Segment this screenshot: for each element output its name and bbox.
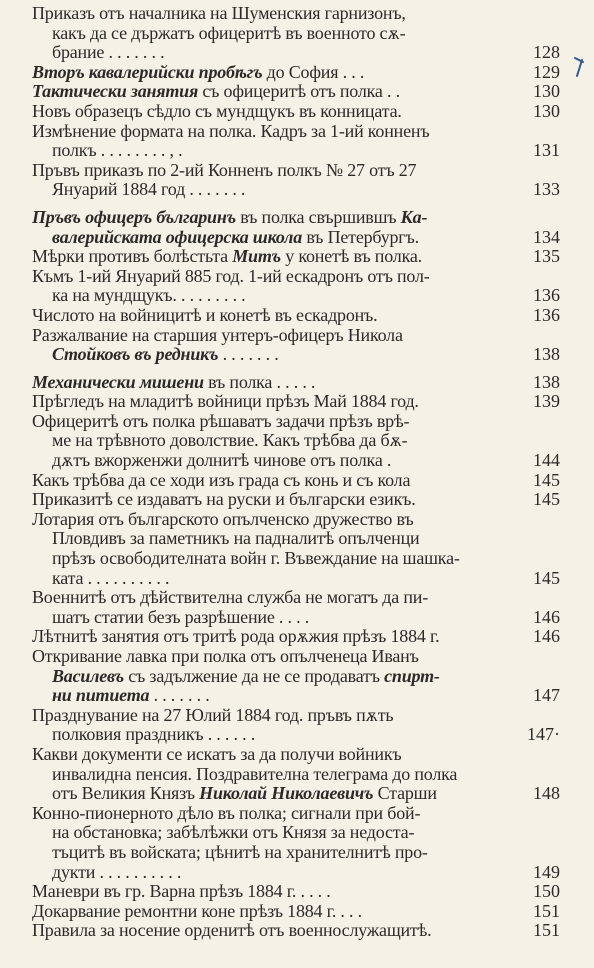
- entry-text: ме на трѣвното доволствие. Какъ трѣбва да бѫ-: [52, 431, 408, 451]
- page-number: 130: [533, 100, 560, 121]
- toc-entry: [32, 161, 560, 200]
- page-number: 146: [533, 626, 560, 647]
- entry-text: брание . . . . . . .: [52, 43, 165, 63]
- entry-text: Мѣрки противъ болѣстьта: [32, 247, 233, 267]
- entry-text: полкъ . . . . . . . . , .: [52, 141, 183, 161]
- entry-line: [32, 82, 502, 102]
- entry-text: Откривание лавка при полка отъ опълченеца Иванъ: [32, 647, 419, 666]
- page-number: 138: [533, 371, 560, 392]
- toc-entry: [32, 63, 560, 83]
- entry-line: [32, 180, 502, 200]
- entry-text: Какъ трѣбва да се ходи изъ града съ конь и съ кола: [32, 470, 411, 490]
- entry-text: ката . . . . . . . . . .: [52, 568, 170, 588]
- entry-text: на обстановка; забѣлѣжки отъ Князя за недоста-: [52, 823, 415, 843]
- entry-line: [32, 569, 502, 589]
- emphasized-text: Пръвъ офицеръ българинъ: [32, 207, 236, 227]
- toc-entry: [32, 706, 560, 745]
- page-number: 131: [533, 140, 560, 161]
- page-number: 135: [533, 246, 560, 267]
- entry-text: шатъ статии безъ разрѣшение . . . .: [52, 607, 310, 627]
- emphasized-text: спирт-: [384, 666, 440, 686]
- page-number: 129: [533, 61, 560, 82]
- toc-entry: [32, 4, 560, 63]
- entry-text: Измѣнение формата на полка. Кадръ за 1-ий конненъ: [32, 121, 430, 141]
- entry-text: до София . . .: [262, 62, 365, 82]
- entry-line: [32, 863, 502, 883]
- page-number: 149: [533, 861, 560, 882]
- toc-entry: [32, 627, 560, 647]
- entry-text: тъцитѣ въ войската; цѣнитѣ на хранителнитѣ про-: [52, 842, 428, 862]
- entry-text: Къмъ 1-ий Януарий 885 год. 1-ий ескадронъ отъ пол-: [32, 266, 430, 286]
- emphasized-text: Николай Николаевичъ: [199, 784, 374, 804]
- page-number: 151: [533, 920, 560, 941]
- entry-text: Приказъ отъ началника на Шуменския гарнизонъ,: [32, 4, 406, 23]
- entry-text: Приказитѣ се издаватъ на руски и български езикъ.: [32, 490, 416, 510]
- entry-text: Какви документи се искатъ за да получи войникъ: [32, 744, 402, 764]
- entry-line: [32, 228, 502, 248]
- emphasized-text: ни питиета: [52, 686, 150, 706]
- entry-line: [32, 490, 502, 510]
- entry-text: Докарвание ремонтни коне прѣзъ 1884 г. . . .: [32, 901, 362, 921]
- entry-line: [32, 804, 502, 824]
- entry-line: [32, 267, 502, 287]
- emphasized-text: Митъ: [232, 247, 281, 267]
- page-number: 138: [533, 344, 560, 365]
- emphasized-text: валерийската офицерска школа: [52, 227, 303, 247]
- toc-entry: [32, 412, 560, 471]
- entry-line: [32, 765, 502, 785]
- entry-text: въ полка свършившъ: [235, 207, 401, 227]
- entry-line: [32, 122, 502, 142]
- entry-text: прѣзъ освободителната войн г. Въвеждание на шашка-: [52, 549, 460, 569]
- entry-text: Прѣгледъ на младитѣ войници прѣзъ Май 1884 год.: [32, 392, 419, 412]
- entry-line: [32, 412, 502, 432]
- page-number: 147: [533, 685, 560, 706]
- entry-text: дукти . . . . . . . . . .: [52, 862, 182, 882]
- ink-mark: [572, 56, 586, 78]
- toc-entry: [32, 247, 560, 267]
- entry-line: [32, 843, 502, 863]
- emphasized-text: Ка-: [400, 207, 428, 227]
- entry-line: [32, 306, 502, 326]
- entry-line: [32, 247, 502, 267]
- entry-line: [32, 161, 502, 181]
- page-number: 147·: [527, 724, 560, 745]
- toc-entry: [32, 510, 560, 588]
- entry-line: [32, 63, 502, 83]
- entry-text: отъ Великия Князъ: [52, 784, 200, 804]
- entry-line: [32, 471, 502, 491]
- entry-text: дѫтъ вжорженжи долнитѣ чинове отъ полка .: [52, 451, 392, 471]
- entry-text: ка на мундщукъ. . . . . . . . .: [52, 286, 246, 306]
- entry-line: [32, 921, 502, 941]
- page-number: 136: [533, 304, 560, 325]
- entry-text: Пръвъ приказъ по 2-ий Конненъ полкъ № 27 отъ 27: [32, 160, 417, 180]
- entry-line: [32, 208, 502, 228]
- toc-entry: [32, 122, 560, 161]
- entry-text: съ офицеритѣ отъ полка . .: [198, 82, 400, 102]
- page-number: 148: [533, 783, 560, 804]
- page-number: 144: [533, 450, 560, 471]
- page-number: 133: [533, 179, 560, 200]
- entry-line: [32, 431, 502, 451]
- entry-line: [32, 588, 502, 608]
- page-number: 145: [533, 469, 560, 490]
- entry-text: Офицеритѣ отъ полка рѣшаватъ задачи прѣзъ врѣ-: [32, 411, 410, 431]
- entry-text: Старши: [373, 784, 437, 804]
- entry-line: [32, 647, 502, 667]
- entry-text: Новъ образецъ сѣдло съ мундщукъ въ конницата.: [32, 101, 402, 121]
- entry-line: [32, 141, 502, 161]
- entry-text: Конно-пионерното дѣло въ полка; сигнали при бой-: [32, 803, 421, 823]
- entry-text: Маневри въ гр. Варна прѣзъ 1884 г. . . . .: [32, 882, 331, 902]
- toc-entry: [32, 921, 560, 941]
- page-number: 136: [533, 285, 560, 306]
- entry-line: [32, 451, 502, 471]
- toc-entry: [32, 647, 560, 706]
- entry-text: какъ да се държатъ офицеритѣ въ военното сѫ-: [52, 23, 406, 43]
- entry-text: полковия праздникъ . . . . . .: [52, 725, 256, 745]
- entry-line: [32, 286, 502, 306]
- entry-text: Разжалвание на старшия унтеръ-офицеръ Никола: [32, 325, 403, 345]
- entry-text: въ Петербургъ.: [302, 227, 419, 247]
- entry-line: [32, 608, 502, 628]
- toc-entry: [32, 208, 560, 247]
- page-number: 139: [533, 391, 560, 412]
- entry-text: Лотария отъ българското опълченско дружество въ: [32, 509, 414, 529]
- toc-entry: [32, 471, 560, 491]
- entry-gap: [32, 365, 560, 373]
- toc-entry: [32, 490, 560, 510]
- entry-gap: [32, 200, 560, 208]
- toc-entry: [32, 102, 560, 122]
- entry-text: Януарий 1884 год . . . . . . .: [52, 180, 246, 200]
- entry-line: [32, 373, 502, 393]
- entry-text: . . . . . . .: [149, 686, 210, 706]
- entry-text: Военнитѣ отъ дѣйствителна служба не могатъ да пи-: [32, 588, 428, 608]
- entry-line: [32, 745, 502, 765]
- entry-text: Лѣтнитѣ занятия отъ тритѣ рода орѫжия прѣзъ 1884 г.: [32, 627, 440, 647]
- entry-line: [32, 706, 502, 726]
- entry-line: [32, 549, 502, 569]
- emphasized-text: Вторъ кавалерийски пробѣгъ: [32, 62, 263, 82]
- page-number: 128: [533, 42, 560, 63]
- toc-entry: [32, 392, 560, 412]
- entry-line: [32, 345, 502, 365]
- entry-text: Пловдивъ за паметникъ на падналитѣ опълченци: [52, 529, 420, 549]
- entry-line: [32, 902, 502, 922]
- toc-entry: [32, 306, 560, 326]
- page-number: 130: [533, 81, 560, 102]
- toc-entry: [32, 326, 560, 365]
- entry-line: [32, 24, 502, 44]
- entry-line: [32, 686, 502, 706]
- entry-text: Празднувание на 27 Юлий 1884 год. пръвъ пѫть: [32, 705, 394, 725]
- page-number: 150: [533, 881, 560, 902]
- entry-text: инвалидна пенсия. Поздравителна телеграма до полка: [52, 764, 458, 784]
- toc-entry: [32, 882, 560, 902]
- emphasized-text: Стойковъ въ редникъ: [52, 345, 219, 365]
- page-number: 151: [533, 900, 560, 921]
- toc-entry: [32, 588, 560, 627]
- entry-text: Правила за носение орденитѣ отъ военнослужащитѣ.: [32, 921, 432, 941]
- entry-line: [32, 627, 502, 647]
- entry-text: Числото на войницитѣ и конетѣ въ ескадронъ.: [32, 305, 378, 325]
- entry-line: [32, 784, 502, 804]
- entry-line: [32, 43, 502, 63]
- entry-text: у конетѣ въ полка.: [280, 247, 422, 267]
- entry-text: въ полка . . . . .: [203, 372, 316, 392]
- toc-entry: [32, 267, 560, 306]
- toc-entry: [32, 745, 560, 804]
- entry-line: [32, 326, 502, 346]
- toc-entry: [32, 373, 560, 393]
- emphasized-text: Василевъ: [52, 666, 124, 686]
- entry-line: [32, 823, 502, 843]
- page-number: 145: [533, 489, 560, 510]
- entry-line: [32, 882, 502, 902]
- entry-line: [32, 392, 502, 412]
- entry-text: . . . . . . .: [218, 345, 279, 365]
- emphasized-text: Тактически занятия: [32, 82, 199, 102]
- entry-line: [32, 4, 502, 24]
- entry-line: [32, 510, 502, 530]
- page-number: 145: [533, 567, 560, 588]
- page-number: 134: [533, 226, 560, 247]
- page-number: 146: [533, 606, 560, 627]
- toc-entry: [32, 82, 560, 102]
- toc-entry: [32, 804, 560, 882]
- entry-text: съ задължение да не се продаватъ: [123, 666, 385, 686]
- emphasized-text: Механически мишени: [32, 372, 204, 392]
- toc-entry: [32, 902, 560, 922]
- entry-line: [32, 529, 502, 549]
- entry-line: [32, 667, 502, 687]
- entry-line: [32, 102, 502, 122]
- entry-line: [32, 725, 502, 745]
